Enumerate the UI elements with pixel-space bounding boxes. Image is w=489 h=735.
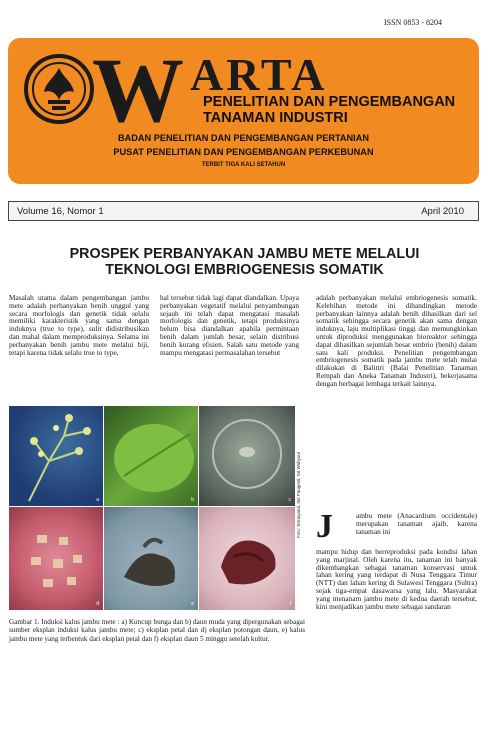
photo-credit: Foto: Ermayanti, Siti Pangesti, Sri Wahyuni	[296, 452, 301, 538]
article-column-3-continued: mampu hidup dan berreproduksi pada kondisi lahan yang marjinal. Oleh karena itu, tanaman ini banyak dikembangkan sebagai tanaman konservasi untuk lahan kering yang terdapat di Nusa Tenggara Timur (NTT) dan lahan kering di Sulawesi Tenggara (Sultra) sejak tiga-empat dasawarsa yang lalu. Masyarakat yang menanam jambu mete di kedua daerah tersebut, kini menjadikan jambu mete sebagai sandaran	[316, 547, 477, 611]
photo-letter-e: e	[191, 601, 194, 607]
figure-caption-body: a) Kuncup bunga dan b) daun muda yang dipergunakan sebagai sumber eksplan induksi kalus jambu mete; c) eksplan petal dan d) eksplan potongan daun, e) kalus jambu mete yang terbentuk dari eksplan petal dan f) eksplan daun 5 minggu setelah kultur.	[9, 618, 305, 643]
masthead-initial: W	[92, 39, 184, 141]
figure-caption	[9, 618, 305, 643]
drop-cap: J	[316, 508, 333, 545]
organization-line2: PUSAT PENELITIAN DAN PENGEMBANGAN PERKEBUNAN	[113, 147, 374, 157]
photo-flower-buds	[9, 406, 103, 506]
issue-volume: Volume 16, Nomor 1	[17, 206, 104, 217]
article-title-line1: PROSPEK PERBANYAKAN JAMBU METE MELALUI	[69, 246, 420, 262]
issue-date: April 2010	[421, 206, 464, 217]
masthead-title: ARTA	[190, 49, 328, 100]
photo-petal-callus	[104, 507, 198, 610]
photo-letter-b: b	[191, 497, 194, 503]
photo-letter-a: a	[96, 497, 99, 503]
masthead-subtitle-line2: TANAMAN INDUSTRI	[203, 110, 348, 126]
masthead-subtitle-line1: PENELITIAN DAN PENGEMBANGAN	[203, 94, 456, 110]
photo-letter-c: c	[288, 497, 291, 503]
figure-caption-lead: Gambar 1. Induksi kalus jambu mete :	[9, 618, 120, 626]
article-column-3: adalah perbanyakan melalui embriogenesis somatik. Kelebihan metode ini dibandingkan metode perbanyakan lainnya adalah benih dihasilkan dari sel somatik sehingga secara genetik akan sama dengan induknya, laju multiplikasi tinggi dan memungkinkan untuk diproduksi menggunakan bioreaktor sehingga dapat dihasilkan sejumlah besar embrio (benih) dalam satu kali produksi. Penelitian pengembangan embriogenesis somatik pada jambu mete telah mulai dilakukan di Balittri (Balai Penelitian Tanaman Rempah dan Aneka Tanaman Industri), bekerjasama dengan berbagai lembaga terkait lainnya.	[316, 293, 477, 388]
article-column-2: hal tersebut tidak lagi dapat diandalkan. Upaya perbanyakan vegetatif melalui penyambungan sejauh ini telah dapat mengatasi masalah morfologis dan genetik, tetapi produksinya belum bisa diandalkan apabila permintaan benih dalam jumlah besar, selain distribusi benih kurang efisien. Salah satu metode yang mampu mengatasi permasalahan tersebut	[160, 293, 299, 357]
photo-letter-d: d	[96, 601, 99, 607]
issue-bar	[8, 201, 479, 221]
issn-number: ISSN 0853 - 8204	[384, 18, 443, 27]
photo-leaf-callus	[199, 507, 295, 610]
article-column-3-intro: ambu mete (Anacardium occidentale) merupakan tanaman ajaib, karena tanaman ini	[356, 511, 477, 536]
ministry-logo-icon	[24, 54, 94, 124]
photo-young-leaf	[104, 406, 198, 506]
article-column-1: Masalah utama dalam pengembangan jambu mete adalah perbanyakan benih unggul yang secara morfologis dan genetik tidak selalu memiliki karakteristik yang sama dengan induknya (true to type), sulit didistribusikan dan mahal dalam memproduksinya. Selama ini perbanyakan benih jambu mete melalui biji, tetapi karena tidak selalu true to type,	[9, 293, 149, 357]
article-title-line2: TEKNOLOGI EMBRIOGENESIS SOMATIK	[105, 262, 384, 278]
photo-leaf-explant	[9, 507, 103, 610]
photo-letter-f: f	[289, 601, 291, 607]
organization-line1: BADAN PENELITIAN DAN PENGEMBANGAN PERTANIAN	[118, 133, 369, 143]
photo-petal-explant	[199, 406, 295, 506]
publication-frequency: TERBIT TIGA KALI SETAHUN	[201, 162, 286, 168]
